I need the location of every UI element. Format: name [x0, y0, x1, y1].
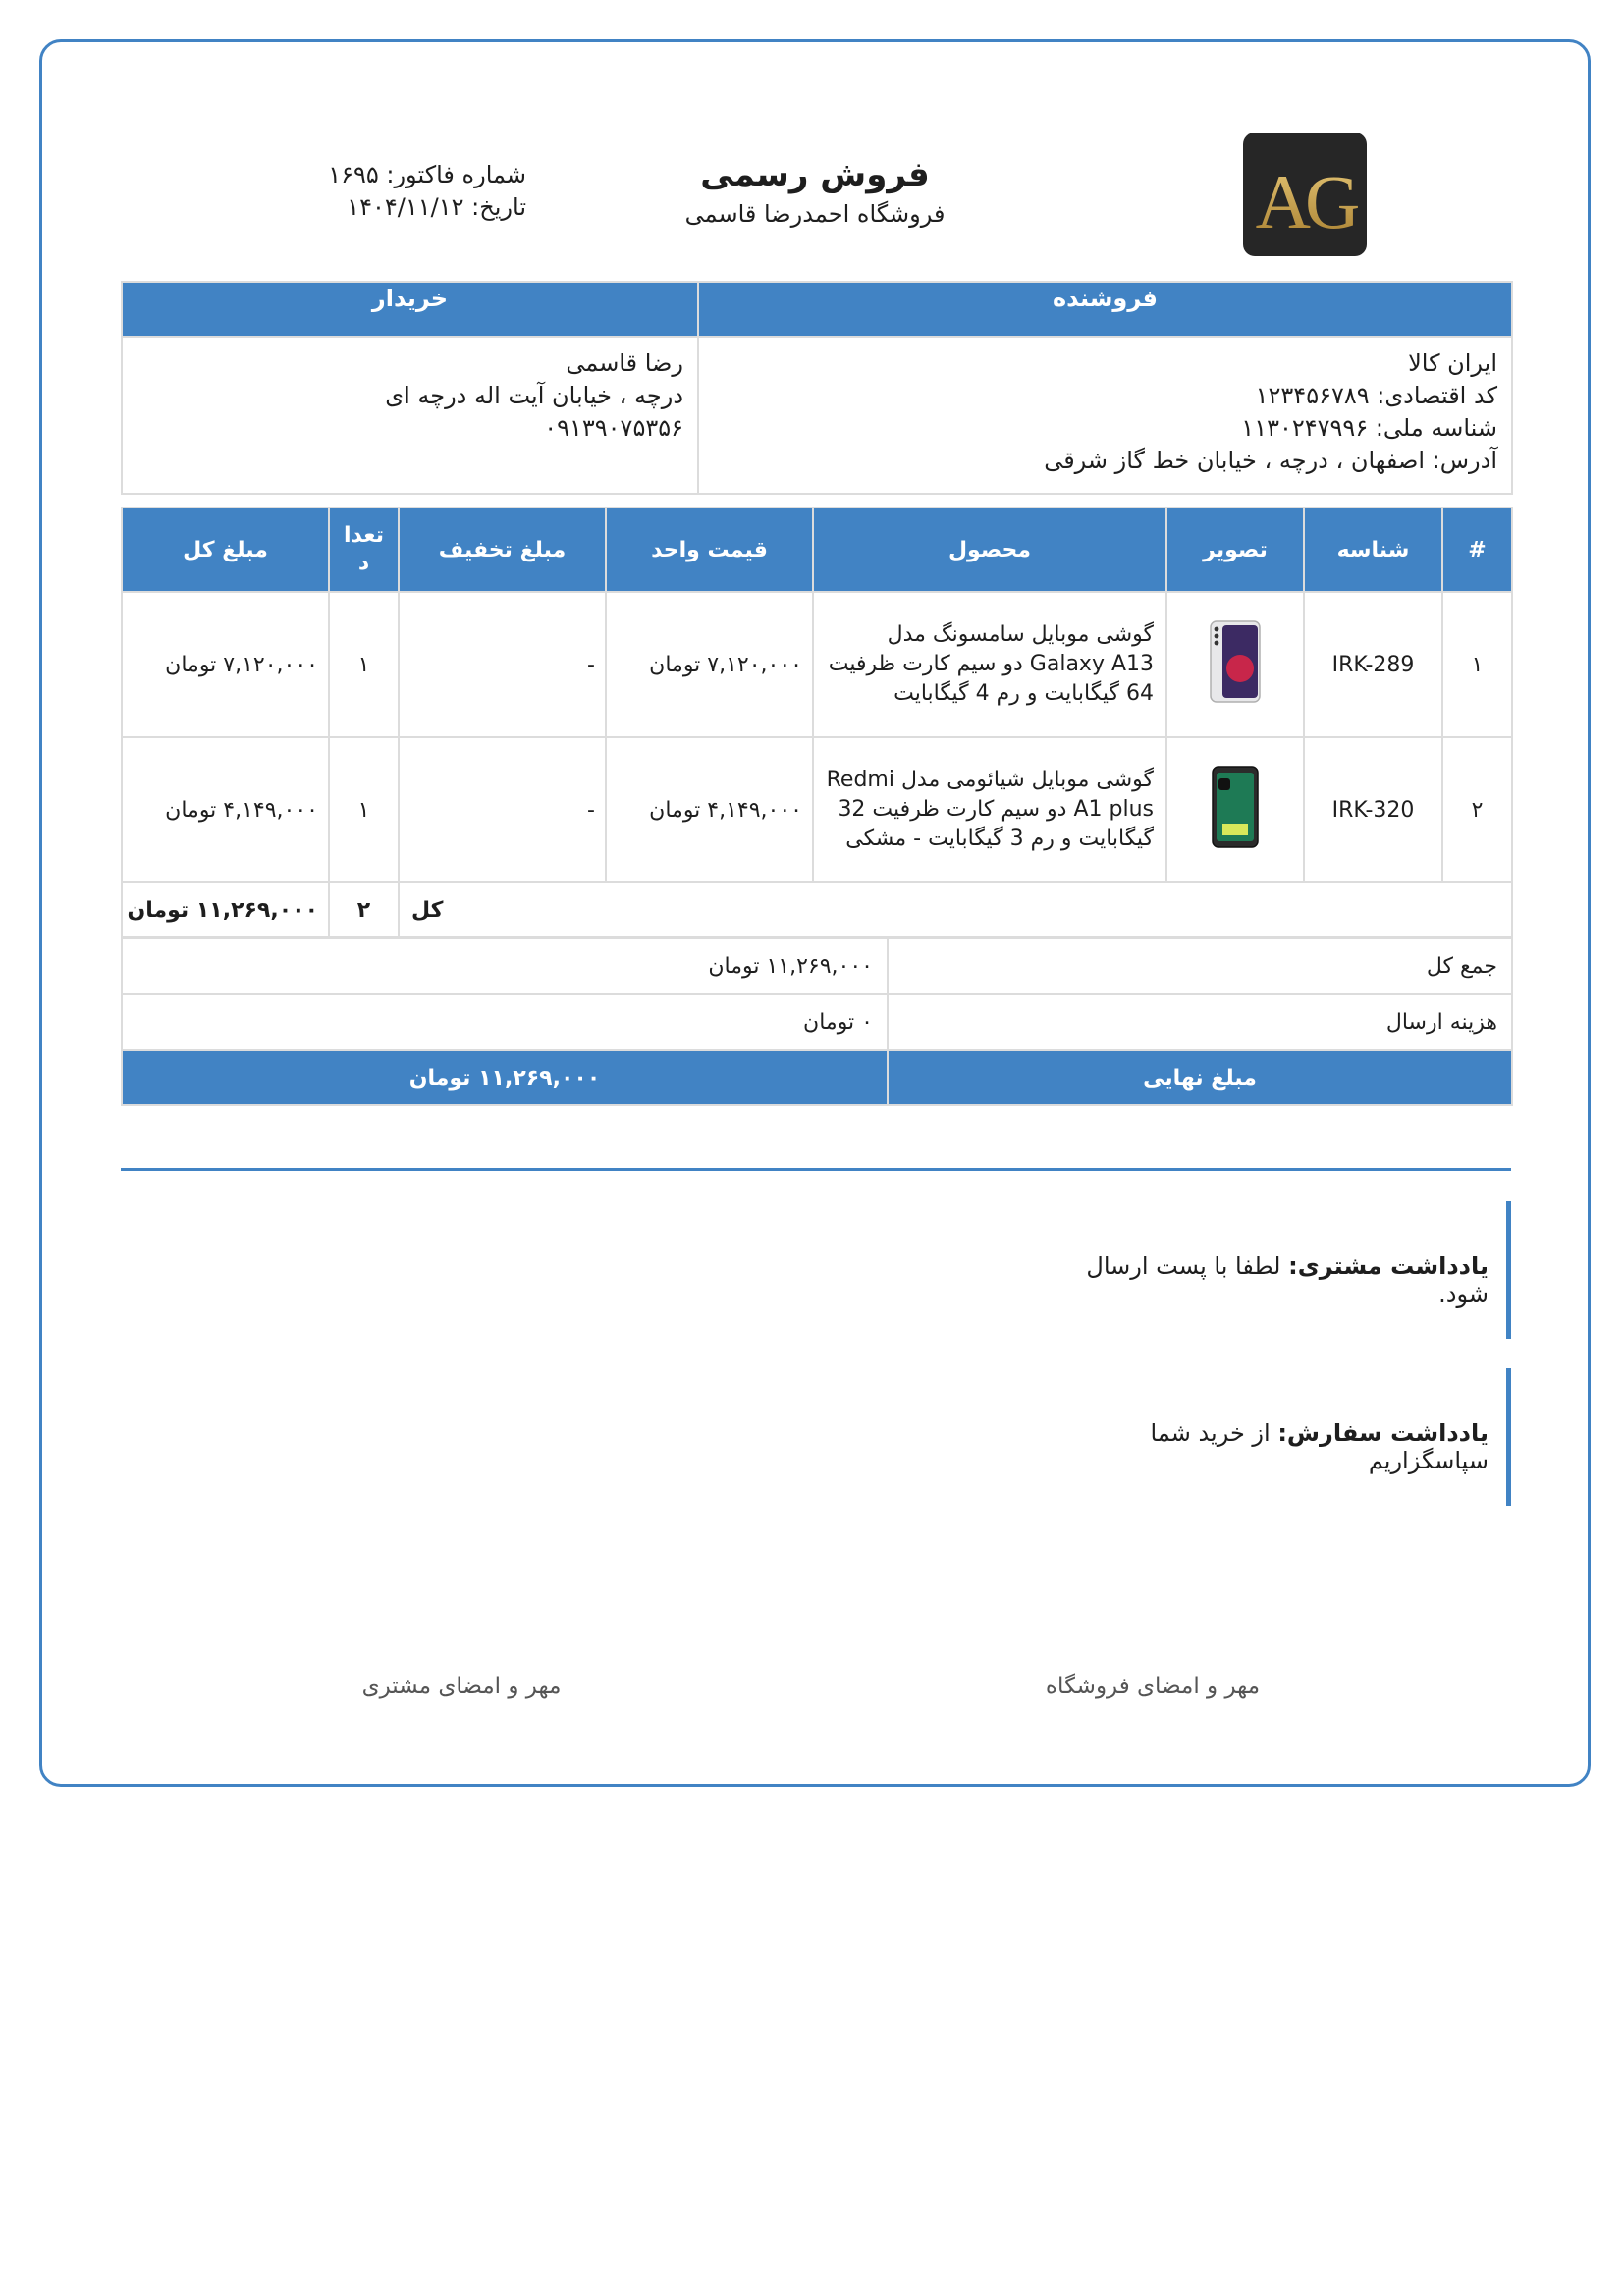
col-product: محصول: [813, 507, 1166, 592]
seller-national-id: شناسه ملی: ۱۱۳۰۲۴۷۹۹۶: [1241, 414, 1497, 442]
phone-image: [1201, 619, 1270, 704]
row-unit-price: ۷,۱۲۰,۰۰۰ تومان: [606, 592, 813, 737]
col-sku: شناسه: [1304, 507, 1442, 592]
table-row: [122, 737, 1512, 882]
subtotal-label: جمع کل: [888, 938, 1512, 994]
seller-economic-code: کد اقتصادی: ۱۲۳۴۵۶۷۸۹: [1255, 382, 1497, 409]
customer-signature-label: مهر و امضای مشتری: [361, 1674, 562, 1699]
col-image: تصویر: [1166, 507, 1304, 592]
col-index: #: [1442, 507, 1512, 592]
buyer-header: خریدار: [122, 282, 698, 337]
customer-note: [1041, 1201, 1511, 1339]
order-note: [1041, 1368, 1511, 1506]
store-signature-label: مهر و امضای فروشگاه: [1045, 1674, 1261, 1699]
row-sku: IRK-289: [1304, 592, 1442, 737]
row-discount: -: [399, 592, 606, 737]
seller-name: ایران کالا: [1408, 349, 1497, 377]
shipping-label: هزینه ارسال: [888, 994, 1512, 1050]
buyer-address: درچه ، خیابان آیت اله درچه ای: [385, 382, 683, 409]
invoice-number: شماره فاکتور: ۱۶۹۵: [328, 161, 526, 188]
seller-info: [698, 337, 1512, 494]
row-image-cell: [1166, 737, 1304, 882]
row-discount: -: [399, 737, 606, 882]
sum-total: ۱۱,۲۶۹,۰۰۰ تومان: [122, 882, 329, 937]
section-divider: [121, 1168, 1511, 1171]
logo-text: AG: [1255, 159, 1355, 244]
row-index: ۱: [1442, 592, 1512, 737]
phone-image: [1201, 765, 1270, 849]
row-index: ۲: [1442, 737, 1512, 882]
row-sku: IRK-320: [1304, 737, 1442, 882]
store-logo: [1243, 133, 1367, 256]
store-name: فروشگاه احمدرضا قاسمی: [684, 200, 946, 228]
row-qty: ۱: [329, 737, 399, 882]
seller-header: فروشنده: [698, 282, 1512, 337]
seller-address: آدرس: اصفهان ، درچه ، خیابان خط گاز شرقی: [1044, 447, 1497, 474]
buyer-info: [122, 337, 698, 494]
row-product-name: گوشی موبایل سامسونگ مدل Galaxy A13 دو سیم کارت ظرفیت 64 گیگابایت و رم 4 گیگابایت: [813, 592, 1166, 737]
col-total: مبلغ کل: [122, 507, 329, 592]
col-unit-price: قیمت واحد: [606, 507, 813, 592]
col-discount: مبلغ تخفیف: [399, 507, 606, 592]
order-note-text: از خرید شما سپاسگزاریم: [1150, 1419, 1489, 1474]
summary-row: [122, 882, 1512, 937]
row-product-name: گوشی موبایل شیائومی مدل Redmi A1 plus دو سیم کارت ظرفیت 32 گیگابایت و رم 3 گیگابایت - مشکی: [813, 737, 1166, 882]
totals-table: [121, 937, 1513, 1106]
final-amount-label: مبلغ نهایی: [888, 1050, 1512, 1105]
row-image-cell: [1166, 592, 1304, 737]
col-qty: تعدا د: [329, 507, 399, 592]
row-qty: ۱: [329, 592, 399, 737]
customer-note-text: لطفا با پست ارسال شود.: [1086, 1253, 1489, 1308]
parties-table: [121, 281, 1513, 495]
subtotal-value: ۱۱,۲۶۹,۰۰۰ تومان: [122, 938, 888, 994]
row-total: ۷,۱۲۰,۰۰۰ تومان: [122, 592, 329, 737]
final-amount-value: ۱۱,۲۶۹,۰۰۰ تومان: [122, 1050, 888, 1105]
invoice-title: فروش رسمی: [700, 155, 930, 194]
customer-note-label: یادداشت مشتری:: [1288, 1253, 1489, 1280]
row-unit-price: ۴,۱۴۹,۰۰۰ تومان: [606, 737, 813, 882]
items-table: [121, 507, 1513, 938]
sum-qty: ۲: [329, 882, 399, 937]
shipping-value: ۰ تومان: [122, 994, 888, 1050]
buyer-name: رضا قاسمی: [566, 349, 683, 377]
sum-label: کل: [399, 882, 1512, 937]
buyer-phone: ۰۹۱۳۹۰۷۵۳۵۶: [544, 414, 683, 442]
table-row: [122, 592, 1512, 737]
invoice-date: تاریخ: ۱۴۰۴/۱۱/۱۲: [347, 193, 526, 221]
order-note-label: یادداشت سفارش:: [1277, 1419, 1489, 1447]
row-total: ۴,۱۴۹,۰۰۰ تومان: [122, 737, 329, 882]
